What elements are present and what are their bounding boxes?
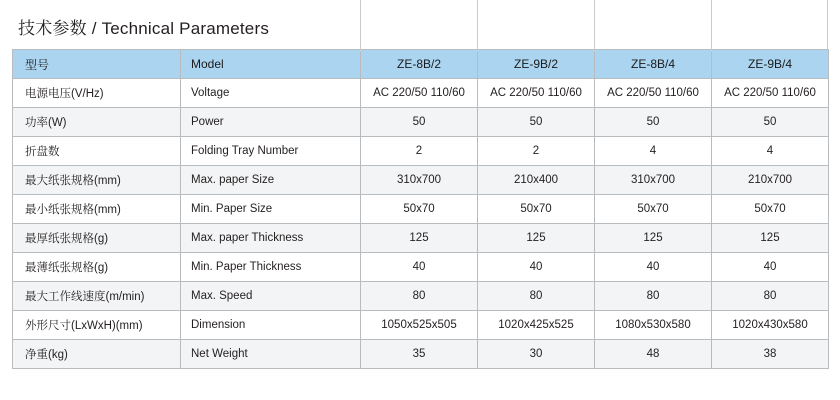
cell-value: 125 [361,224,478,253]
row-label-en: Voltage [181,79,361,108]
cell-value: 125 [478,224,595,253]
cell-value: 40 [595,253,712,282]
table-row [13,137,829,166]
cell-value: 125 [712,224,829,253]
cell-value: 40 [478,253,595,282]
cell-value: AC 220/50 110/60 [478,79,595,108]
cell-value: 1020x425x525 [478,311,595,340]
table-row [13,195,829,224]
row-label-en: Power [181,108,361,137]
cell-value: 40 [712,253,829,282]
cell-value: 1080x530x580 [595,311,712,340]
cell-value: 2 [361,137,478,166]
row-label-en: Min. Paper Thickness [181,253,361,282]
table-row [13,253,829,282]
cell-value: 80 [712,282,829,311]
column-header-model-cn: 型号 [13,50,181,79]
cell-value: 50x70 [361,195,478,224]
cell-value: 80 [478,282,595,311]
cell-value: 4 [595,137,712,166]
row-label-cn: 折盘数 [13,137,181,166]
table-row [13,224,829,253]
cell-value: 80 [361,282,478,311]
cell-value: 310x700 [361,166,478,195]
cell-value: 310x700 [595,166,712,195]
cell-value: 4 [712,137,829,166]
cell-value: AC 220/50 110/60 [595,79,712,108]
table-row [13,108,829,137]
row-label-cn: 功率(W) [13,108,181,137]
row-label-cn: 电源电压(V/Hz) [13,79,181,108]
cell-value: 50 [361,108,478,137]
cell-value: 1050x525x505 [361,311,478,340]
row-label-cn: 外形尺寸(LxWxH)(mm) [13,311,181,340]
cell-value: 48 [595,340,712,369]
cell-value: 210x400 [478,166,595,195]
row-label-en: Min. Paper Size [181,195,361,224]
cell-value: 2 [478,137,595,166]
column-header-model-en: Model [181,50,361,79]
row-label-cn: 最小纸张规格(mm) [13,195,181,224]
row-label-en: Folding Tray Number [181,137,361,166]
column-header-ze-9b-4: ZE-9B/4 [712,50,829,79]
cell-value: 125 [595,224,712,253]
cell-value: AC 220/50 110/60 [712,79,829,108]
cell-value: 30 [478,340,595,369]
cell-value: 50 [478,108,595,137]
row-label-en: Net Weight [181,340,361,369]
row-label-cn: 最薄纸张规格(g) [13,253,181,282]
page-title: 技术参数 / Technical Parameters [18,19,270,38]
cell-value: 80 [595,282,712,311]
cell-value: 35 [361,340,478,369]
table-header-row [13,50,829,79]
cell-value: 50 [712,108,829,137]
table-row [13,311,829,340]
cell-value: 38 [712,340,829,369]
table-row [13,166,829,195]
cell-value: 50x70 [595,195,712,224]
cell-value: 40 [361,253,478,282]
row-label-en: Max. paper Thickness [181,224,361,253]
row-label-cn: 最大工作线速度(m/min) [13,282,181,311]
technical-parameters-table [12,49,829,369]
column-header-ze-8b-2: ZE-8B/2 [361,50,478,79]
cell-value: 50 [595,108,712,137]
table-row [13,340,829,369]
table-row [13,282,829,311]
column-header-ze-9b-2: ZE-9B/2 [478,50,595,79]
row-label-cn: 最大纸张规格(mm) [13,166,181,195]
cell-value: 50x70 [712,195,829,224]
cell-value: 50x70 [478,195,595,224]
row-label-en: Dimension [181,311,361,340]
cell-value: 1020x430x580 [712,311,829,340]
row-label-cn: 最厚纸张规格(g) [13,224,181,253]
column-header-ze-8b-4: ZE-8B/4 [595,50,712,79]
cell-value: AC 220/50 110/60 [361,79,478,108]
table-row [13,79,829,108]
row-label-cn: 净重(kg) [13,340,181,369]
row-label-en: Max. paper Size [181,166,361,195]
cell-value: 210x700 [712,166,829,195]
row-label-en: Max. Speed [181,282,361,311]
